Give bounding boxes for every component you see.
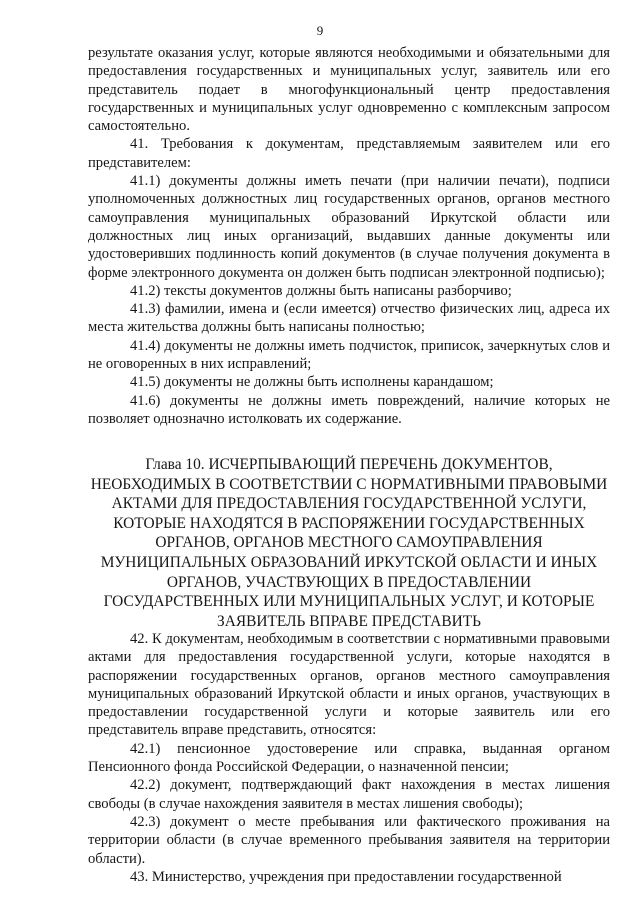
page-number: 9: [316, 23, 324, 38]
paragraph-41-1: 41.1) документы должны иметь печати (при наличии печати), подписи уполномоченных должностных лиц государственных органов, органов местного самоуправления муниципальных образований Иркутской области или должностных лиц иных организаций, выдавших данные документы или удостоверивших подлинность копий документов (в случае получения документа в форме электронного документа он должен быть подписан электронной подписью);: [88, 173, 610, 281]
paragraph-42-3: 42.3) документ о месте пребывания или фактического проживания на территории области (в случае временного пребывания заявителя на территории области).: [88, 813, 610, 867]
paragraph-42-1: 42.1) пенсионное удостоверение или справка, выданная органом Пенсионного фонда Российской Федерации, о назначенной пенсии;: [88, 740, 610, 776]
paragraph-continuation: результате оказания услуг, которые являются необходимыми и обязательными для предоставления государственных и муниципальных услуг, заявитель или его представитель подает в многофункциональный центр предоставления государственных и муниципальных услуг одновременно с комплексным запросом самостоятельно.: [88, 45, 610, 135]
paragraph-41: 41. Требования к документам, представляемым заявителем или его представителем:: [88, 136, 610, 171]
bottom-text-block: [88, 630, 610, 886]
paragraph-41-5: 41.5) документы не должны быть исполнены карандашом;: [130, 374, 494, 391]
paragraph-41-2: 41.2) тексты документов должны быть написаны разборчиво;: [130, 282, 512, 299]
paragraph-41-6: 41.6) документы не должны иметь повреждений, наличие которых не позволяет однозначно истолковать их содержание.: [88, 392, 610, 427]
paragraph-43: 43. Министерство, учреждения при предоставлении государственной: [130, 868, 562, 885]
heading-line: КОТОРЫЕ НАХОДЯТСЯ В РАСПОРЯЖЕНИИ ГОСУДАРСТВЕННЫХ: [113, 514, 585, 532]
heading-line: ОРГАНОВ, ОРГАНОВ МЕСТНОГО САМОУПРАВЛЕНИЯ: [155, 534, 543, 552]
heading-line: Глава 10. ИСЧЕРПЫВАЮЩИЙ ПЕРЕЧЕНЬ ДОКУМЕНТОВ,: [145, 456, 553, 473]
paragraph-41-4: 41.4) документы не должны иметь подчисток, приписок, зачеркнутых слов и не оговоренных в них исправлений;: [88, 337, 610, 373]
paragraph-42-2: 42.2) документ, подтверждающий факт нахождения в местах лишения свободы (в случае нахождения заявителя в местах лишения свободы);: [88, 777, 610, 812]
top-text-block: [88, 44, 610, 428]
paragraph-42: 42. К документам, необходимым в соответствии с нормативными правовыми актами для предоставления государственной услуги, которые находятся в распоряжении государственных органов, органов местного самоуправления муниципальных образований Иркутской области и иных органов, участвующих в предоставлении государственной услуги и которые заявитель или его представитель вправе представить, относятся:: [88, 631, 610, 739]
paragraph-41-3: 41.3) фамилии, имена и (если имеется) отчество физических лиц, адреса их места жительства должны быть написаны полностью;: [88, 301, 610, 336]
chapter-10-heading: [88, 455, 610, 631]
heading-line: МУНИЦИПАЛЬНЫХ ОБРАЗОВАНИЙ ИРКУТСКОЙ ОБЛАСТИ И ИНЫХ: [100, 553, 598, 571]
heading-line: ГОСУДАРСТВЕННЫХ ИЛИ МУНИЦИПАЛЬНЫХ УСЛУГ, И КОТОРЫЕ: [103, 593, 595, 611]
heading-line: НЕОБХОДИМЫХ В СООТВЕТСТВИИ С НОРМАТИВНЫМИ ПРАВОВЫМИ: [90, 475, 608, 493]
heading-line: ОРГАНОВ, УЧАСТВУЮЩИХ В ПРЕДОСТАВЛЕНИИ: [166, 573, 532, 591]
heading-line: ЗАЯВИТЕЛЬ ВПРАВЕ ПРЕДСТАВИТЬ: [217, 612, 481, 630]
heading-line: АКТАМИ ДЛЯ ПРЕДОСТАВЛЕНИЯ ГОСУДАРСТВЕННОЙ УСЛУГИ,: [111, 495, 587, 513]
